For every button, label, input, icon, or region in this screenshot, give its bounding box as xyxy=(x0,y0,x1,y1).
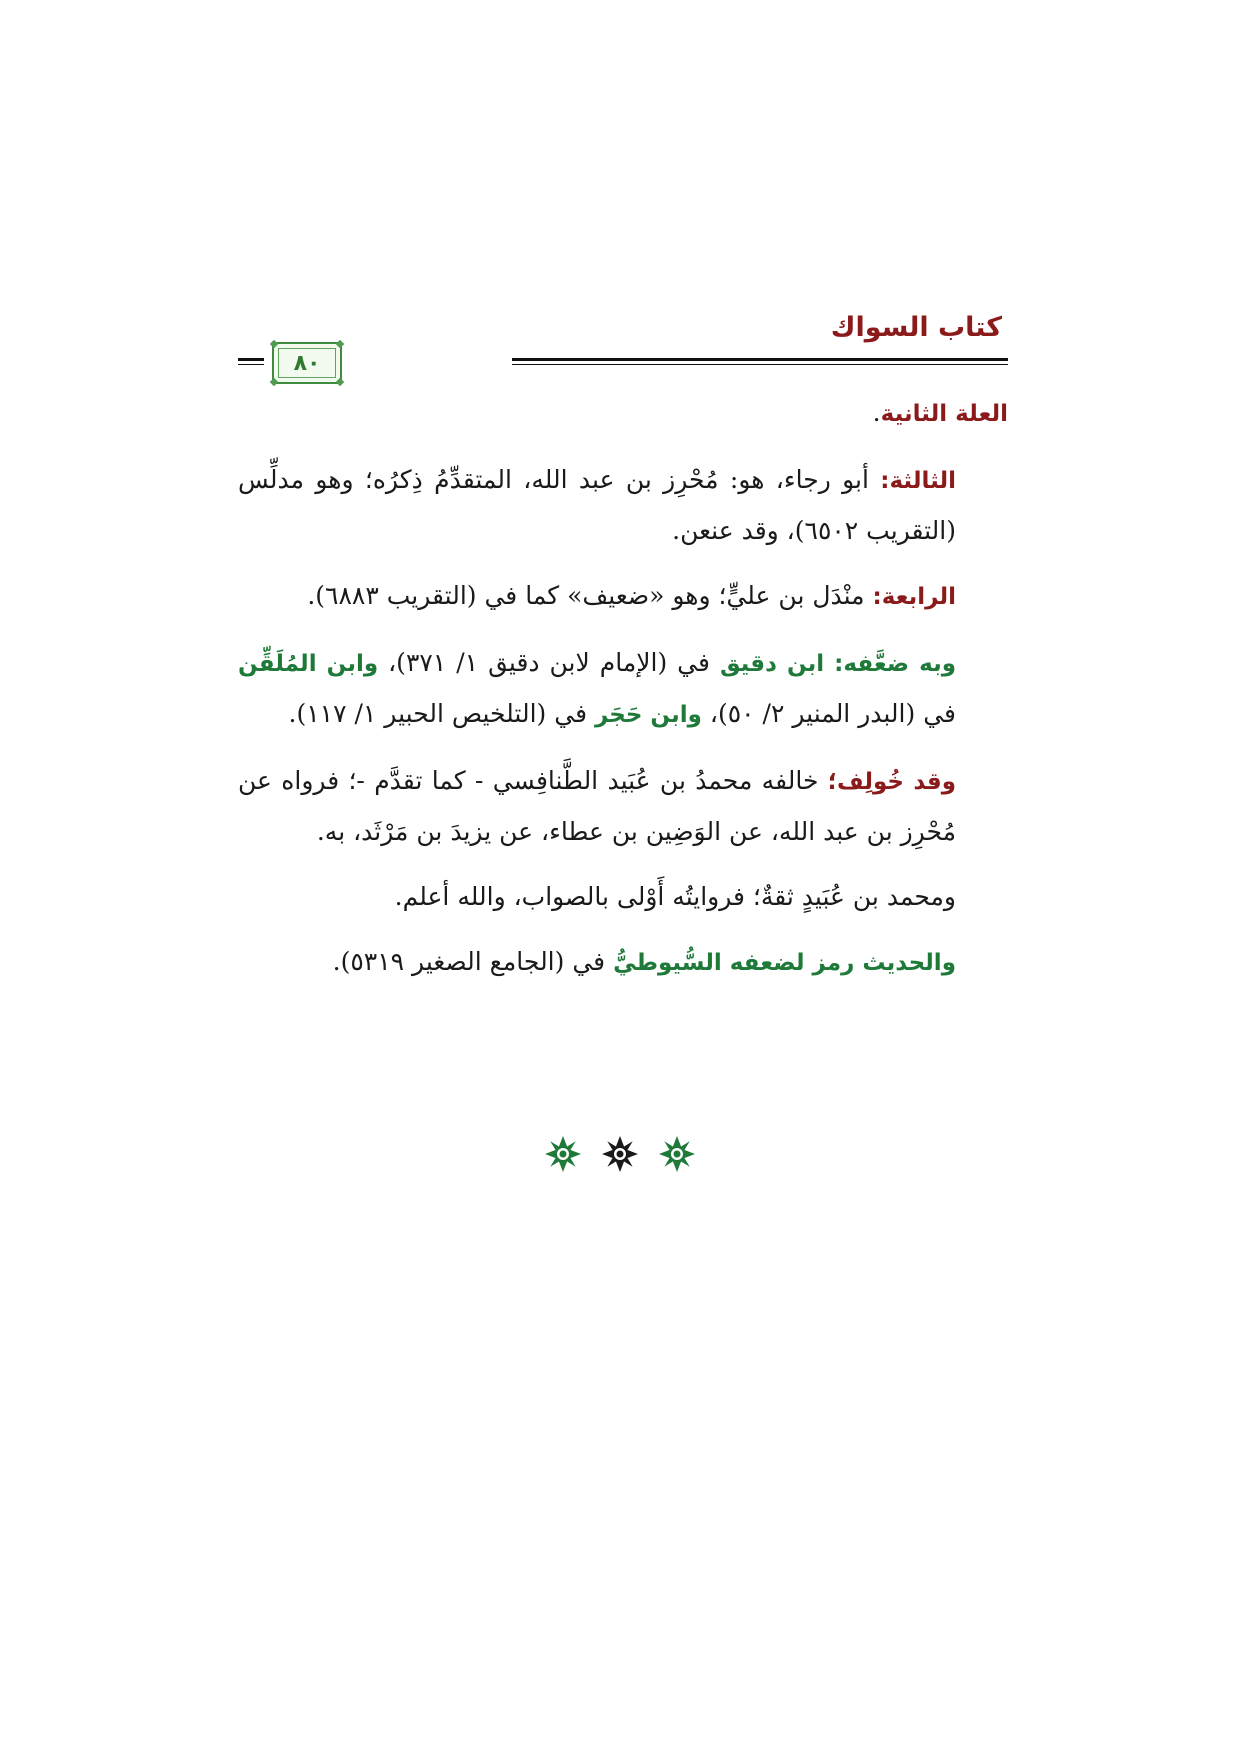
paragraph-text: منْدَل بن عليٍّ؛ وهو «ضعيف» كما في (التقريب ٦٨٨٣). xyxy=(307,581,873,610)
flower-ornament-icon xyxy=(600,1134,640,1174)
scholar-name: ابن دقيق xyxy=(719,651,825,677)
flower-ornament-icon xyxy=(543,1134,583,1174)
scholar-name: وابن المُلَقِّن xyxy=(238,651,379,677)
paragraph-daafahu xyxy=(238,638,1008,740)
paragraph-thalitha xyxy=(238,455,1008,555)
paragraph-rabia xyxy=(238,571,1008,622)
section-end-ornaments xyxy=(0,1134,1240,1178)
page-number-frame xyxy=(272,342,342,384)
page xyxy=(238,312,1008,988)
heading-rabia: الرابعة: xyxy=(872,584,956,610)
frame-corner-icon xyxy=(336,378,344,386)
paragraph-text: أبو رجاء، هو: مُحْرِز بن عبد الله، المتقدِّمُ ذِكرُه؛ وهو مدلِّس (التقريب ٦٥٠٢)، وقد عنعن. xyxy=(238,465,956,545)
paragraph-illa-thaniya xyxy=(238,388,1008,439)
scholar-name: وابن حَجَر xyxy=(594,702,702,728)
frame-corner-icon xyxy=(270,378,278,386)
header-rule-short xyxy=(238,358,264,365)
paragraph-text: . xyxy=(872,398,881,427)
book-title: كتاب السواك xyxy=(830,312,1002,343)
paragraph-text: في (البدر المنير ٢/ ٥٠)، xyxy=(701,699,956,728)
page-body xyxy=(238,388,1008,988)
paragraph-text: ومحمد بن عُبَيدٍ ثقةٌ؛ فروايتُه أَوْلى بالصواب، والله أعلم. xyxy=(394,882,956,911)
paragraph-text: في (الجامع الصغير ٥٣١٩). xyxy=(332,947,614,976)
heading-khulif: وقد خُولِف؛ xyxy=(827,769,957,795)
paragraph-text: في (الإمام لابن دقيق ١/ ٣٧١)، xyxy=(378,648,720,677)
page-header xyxy=(238,312,1008,388)
frame-corner-icon xyxy=(336,340,344,348)
heading-hadith: والحديث رمز لضعفه السُّيوطيُّ xyxy=(613,950,956,976)
heading-illa-thaniya: العلة الثانية xyxy=(880,401,1008,427)
flower-ornament-icon xyxy=(657,1134,697,1174)
paragraph-text: خالفه محمدُ بن عُبَيد الطَّنافِسي - كما تقدَّم -؛ فرواه عن مُحْرِز بن عبد الله، عن الوَضِين بن عطاء، عن يزيدَ بن مَرْثَد، به. xyxy=(238,766,956,846)
paragraph-text: في (التلخيص الحبير ١/ ١١٧). xyxy=(288,699,595,728)
paragraph-thiqa xyxy=(238,872,1008,921)
header-rule xyxy=(512,358,1008,365)
frame-corner-icon xyxy=(270,340,278,348)
paragraph-khulif xyxy=(238,756,1008,856)
heading-thalitha: الثالثة: xyxy=(880,468,956,494)
paragraph-hadith xyxy=(238,937,1008,988)
page-number: ٨٠ xyxy=(293,350,321,376)
heading-daafahu: وبه ضعَّفه: xyxy=(834,651,956,677)
